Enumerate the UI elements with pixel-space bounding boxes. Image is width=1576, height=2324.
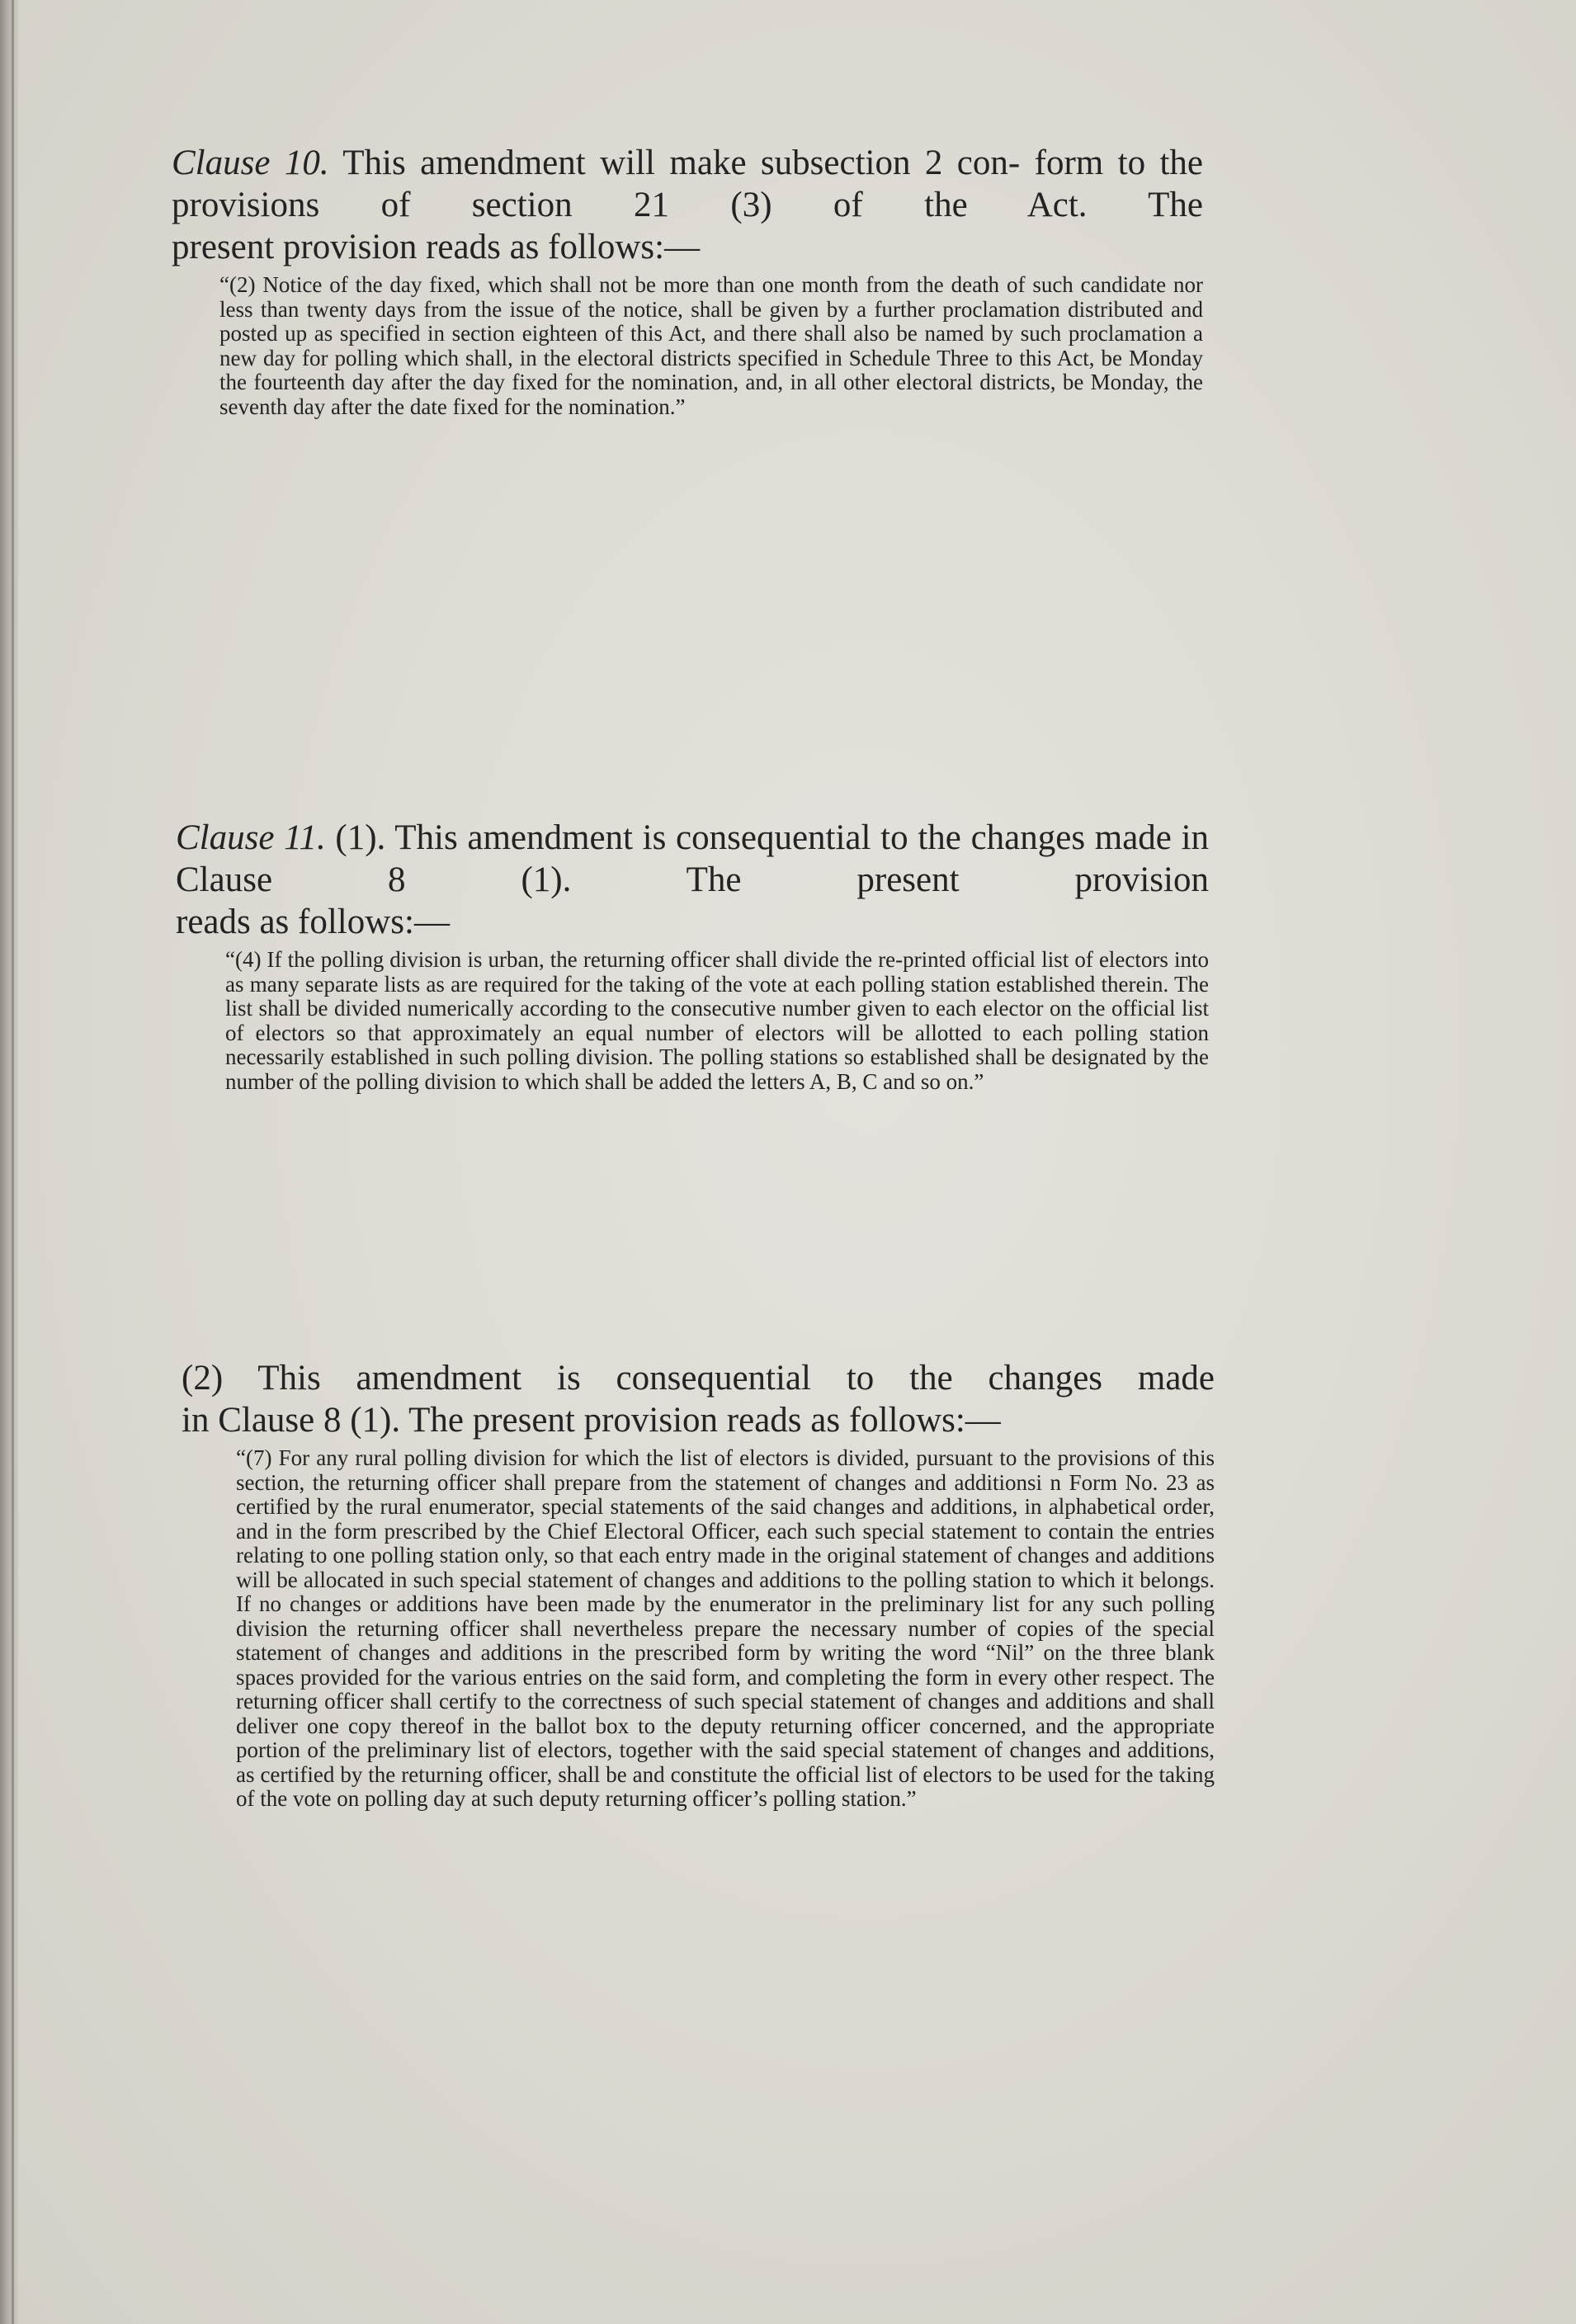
clause-11-1-heading-line-3: reads as follows:— [176, 903, 450, 941]
clause-11-1-heading [176, 817, 1209, 943]
clause-11-1-heading-line-2: changes made in Clause 8 (1). The present provision [176, 818, 1210, 899]
clause-11-2-heading-line-2: in Clause 8 (1). The present provision reads as follows:— [182, 1401, 1001, 1440]
clause-10-label: Clause 10. [172, 144, 329, 182]
clause-11-2-heading [182, 1357, 1215, 1441]
binding-edge [0, 0, 18, 2324]
clause-10-heading-line-2: form to the provisions of section 21 (3) of the Act. The [172, 144, 1204, 224]
clause-10-heading-line-1: This amendment will make subsection 2 con- [342, 144, 1021, 182]
clause-11-label: Clause 11. [176, 818, 326, 857]
clause-10-section [172, 142, 1203, 419]
clause-10-quoted-provision: “(2) Notice of the day fixed, which shall not be more than one month from the death of such candidate nor less than twenty days from the issue of the notice, shall be given by a further proclamation distributed and posted up as specified in section eighteen of this Act, and there shall also be named by such proclamation a new day for polling which shall, in the electoral districts specified in Schedule Three to this Act, be Monday the fourteenth day after the day fixed for the nomination, and, in all other electoral districts, be Monday, the seventh day after the date fixed for the nomination.” [219, 272, 1203, 419]
clause-10-heading-line-3: present provision reads as follows:— [172, 228, 701, 266]
clause-11-2-quoted-provision: “(7) For any rural polling division for which the list of electors is divided, pursuant to the provisions of this section, the returning officer shall prepare from the statement of changes and additionsi n Form No. 23 as certified by the rural enumerator, special statements of the said changes and additions, in alphabetical order, and in the form prescribed by the Chief Electoral Officer, each such special statement to contain the entries relating to one polling station only, so that each entry made in the original statement of changes and additions will be allocated in such special statement of changes and additions to the polling station to which it belongs. If no changes or additions have been made by the enumerator in the preliminary list for any such polling division the returning officer shall nevertheless prepare the necessary number of copies of the special statement of changes and additions in the prescribed form by writing the word “Nil” on the three blank spaces provided for the various entries on the said form, and completing the form in every other respect. The returning officer shall certify to the correctness of such special statement of changes and additions and shall deliver one copy thereof in the ballot box to the deputy returning officer concerned, and the appropriate portion of the preliminary list of electors, together with the said special statement of changes and additions, as certified by the returning officer, shall be and constitute the official list of electors to be used for the taking of the vote on polling day at such deputy returning officer’s polling station.” [236, 1445, 1215, 1811]
clause-11-1-quoted-provision: “(4) If the polling division is urban, the returning officer shall divide the re-printed official list of electors into as many separate lists as are required for the taking of the vote at each polling station established therein. The list shall be divided numerically according to the consecutive number given to each elector on the official list of electors so that approximately an equal number of electors will be allotted to each polling station necessarily established in such polling division. The polling stations so established shall be designated by the number of the polling division to which shall be added the letters A, B, C and so on.” [225, 947, 1209, 1094]
clause-11-2-heading-line-1: (2) This amendment is consequential to the changes made [182, 1359, 1215, 1398]
clause-10-heading [172, 142, 1203, 268]
clause-11-1-section [176, 817, 1209, 1094]
binding-line [12, 0, 14, 2324]
clause-11-1-heading-line-1: (1). This amendment is consequential to the [335, 818, 961, 857]
clause-11-2-section [182, 1357, 1215, 1812]
